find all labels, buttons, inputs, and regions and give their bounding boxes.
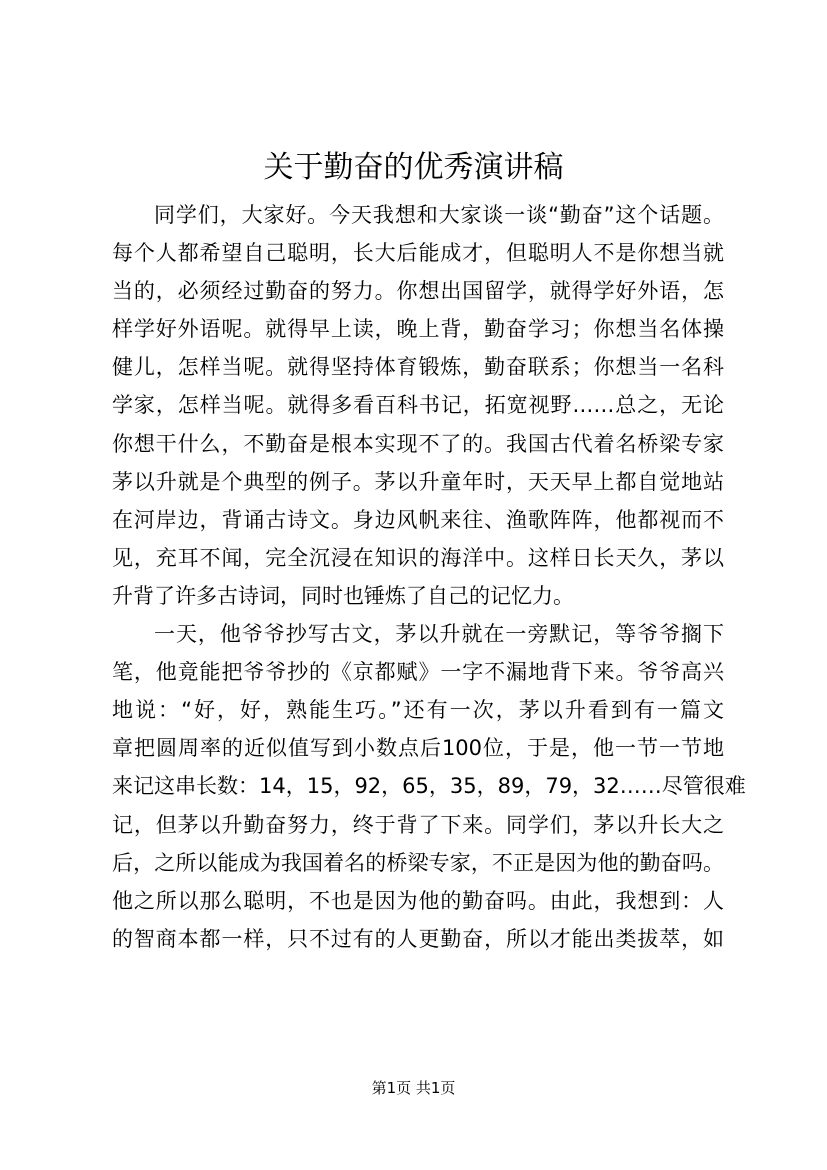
body-line: 每个人都希望自己聪明，长大后能成才，但聪明人不是你想当就 bbox=[112, 241, 724, 266]
body-line: 你想干什么，不勤奋是根本实现不了的。我国古代着名桥梁专家 bbox=[112, 431, 724, 456]
body-line: 记，但茅以升勤奋努力，终于背了下来。同学们，茅以升长大之 bbox=[112, 812, 724, 837]
body-line: 后，之所以能成为我国着名的桥梁专家，不正是因为他的勤奋吗。 bbox=[112, 850, 724, 875]
body-line: 地说：“好，好，熟能生巧。”还有一次，茅以升看到有一篇文 bbox=[112, 698, 724, 723]
body-line: 笔，他竟能把爷爷抄的《京都赋》一字不漏地背下来。爷爷高兴 bbox=[112, 660, 724, 685]
page-footer: 第1页 共1页 bbox=[371, 1079, 456, 1097]
body-line: 在河岸边，背诵古诗文。身边风帆来往、渔歌阵阵，他都视而不 bbox=[112, 507, 724, 532]
document-body bbox=[112, 196, 746, 958]
body-line: 一天，他爷爷抄写古文，茅以升就在一旁默记，等爷爷搁下 bbox=[154, 622, 724, 647]
document-title: 关于勤奋的优秀演讲稿 bbox=[263, 150, 564, 185]
body-line: 学家，怎样当呢。就得多看百科书记，拓宽视野……总之，无论 bbox=[112, 393, 724, 418]
body-line: 见，充耳不闻，完全沉浸在知识的海洋中。这样日长天久，茅以 bbox=[112, 545, 724, 570]
body-line: 升背了许多古诗词，同时也锤炼了自己的记忆力。 bbox=[112, 583, 574, 608]
body-line: 当的，必须经过勤奋的努力。你想出国留学，就得学好外语，怎 bbox=[112, 279, 724, 304]
body-line: 章把圆周率的近似值写到小数点后100位，于是，他一节一节地 bbox=[112, 736, 724, 761]
body-line: 来记这串长数：14，15，92，65，35，89，79，32……尽管很难 bbox=[112, 774, 746, 799]
body-line: 健儿，怎样当呢。就得坚持体育锻炼，勤奋联系；你想当一名科 bbox=[112, 355, 724, 380]
body-line: 的智商本都一样，只不过有的人更勤奋，所以才能出类拔萃，如 bbox=[112, 926, 724, 951]
body-line: 茅以升就是个典型的例子。茅以升童年时，天天早上都自觉地站 bbox=[112, 469, 724, 494]
body-line: 同学们，大家好。今天我想和大家谈一谈“勤奋”这个话题。 bbox=[154, 203, 724, 227]
body-line: 样学好外语呢。就得早上读，晚上背，勤奋学习；你想当名体操 bbox=[112, 317, 724, 342]
body-line: 他之所以那么聪明，不也是因为他的勤奋吗。由此，我想到：人 bbox=[112, 888, 724, 913]
